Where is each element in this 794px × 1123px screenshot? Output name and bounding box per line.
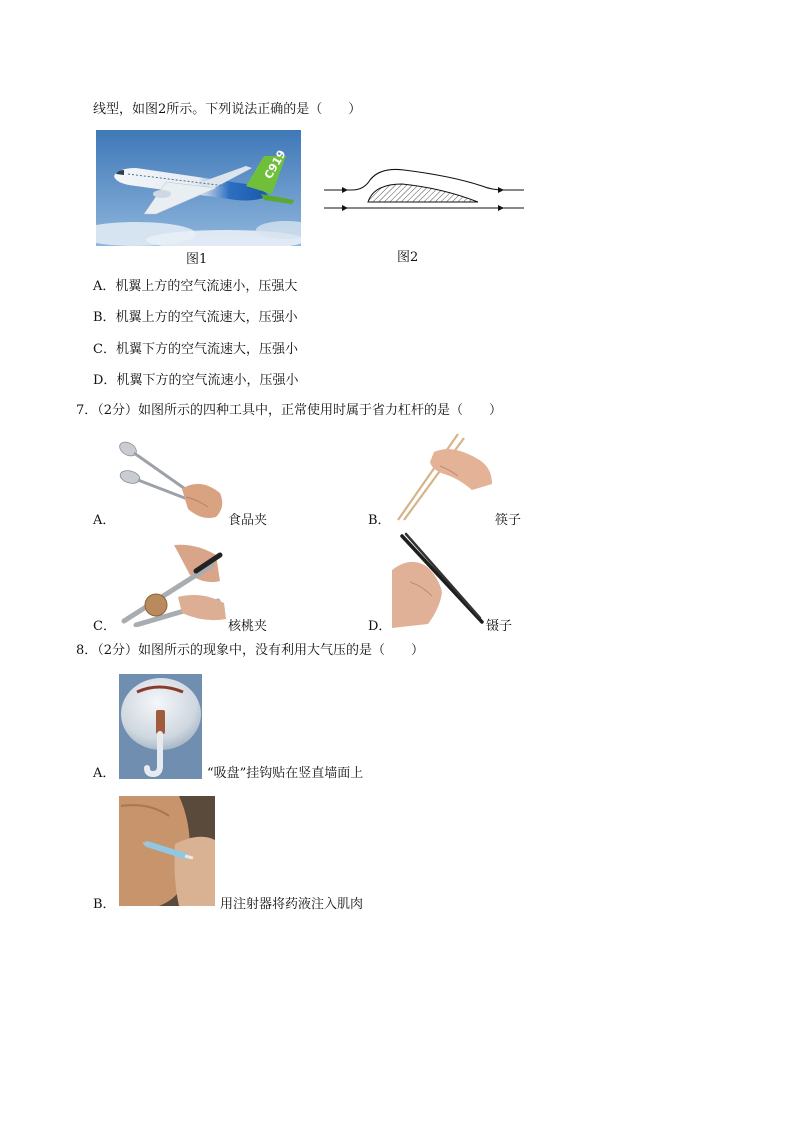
q6-option-c[interactable]: C．机翼下方的空气流速大，压强小 [93, 342, 298, 357]
fig1-caption: 图1 [186, 252, 208, 267]
q7-stem: 7．（2分）如图所示的四种工具中，正常使用时属于省力杠杆的是（ ） [76, 403, 503, 418]
suction-cup-hook-image [119, 674, 202, 779]
q7-option-c-letter[interactable]: C． [93, 619, 116, 634]
chopsticks-image [392, 430, 494, 522]
q6-option-d[interactable]: D．机翼下方的空气流速小，压强小 [93, 373, 299, 388]
food-tongs-image [116, 437, 228, 527]
airplane-photo [96, 130, 301, 246]
q8-option-b-letter[interactable]: B． [93, 897, 116, 912]
q6-option-a[interactable]: A．机翼上方的空气流速小，压强大 [93, 279, 298, 294]
q7-option-b-letter[interactable]: B． [368, 513, 391, 528]
fig2-caption: 图2 [397, 250, 419, 265]
q8-option-a-letter[interactable]: A． [93, 766, 116, 781]
q7-option-d-letter[interactable]: D． [368, 619, 392, 634]
q6-stem-tail: 线型，如图2所示。下列说法正确的是（ ） [93, 102, 362, 117]
nutcracker-image [116, 541, 228, 627]
syringe-injection-image [119, 796, 215, 906]
tweezers-image [392, 530, 487, 628]
q7-option-a-letter[interactable]: A． [93, 513, 116, 528]
wing-airflow-diagram [322, 162, 527, 222]
q6-option-b[interactable]: B．机翼上方的空气流速大，压强小 [93, 310, 298, 325]
q7-option-b-label: 筷子 [495, 513, 522, 528]
q8-option-b-text: 用注射器将药液注入肌肉 [220, 897, 364, 912]
q8-option-a-text: “吸盘”挂钩贴在竖直墙面上 [207, 766, 364, 781]
q8-stem: 8．（2分）如图所示的现象中，没有利用大气压的是（ ） [76, 643, 425, 658]
q7-option-d-label: 镊子 [486, 619, 513, 634]
tail-text: C919 [261, 147, 289, 182]
q7-option-a-label: 食品夹 [228, 513, 268, 528]
q7-option-c-label: 核桃夹 [228, 619, 268, 634]
